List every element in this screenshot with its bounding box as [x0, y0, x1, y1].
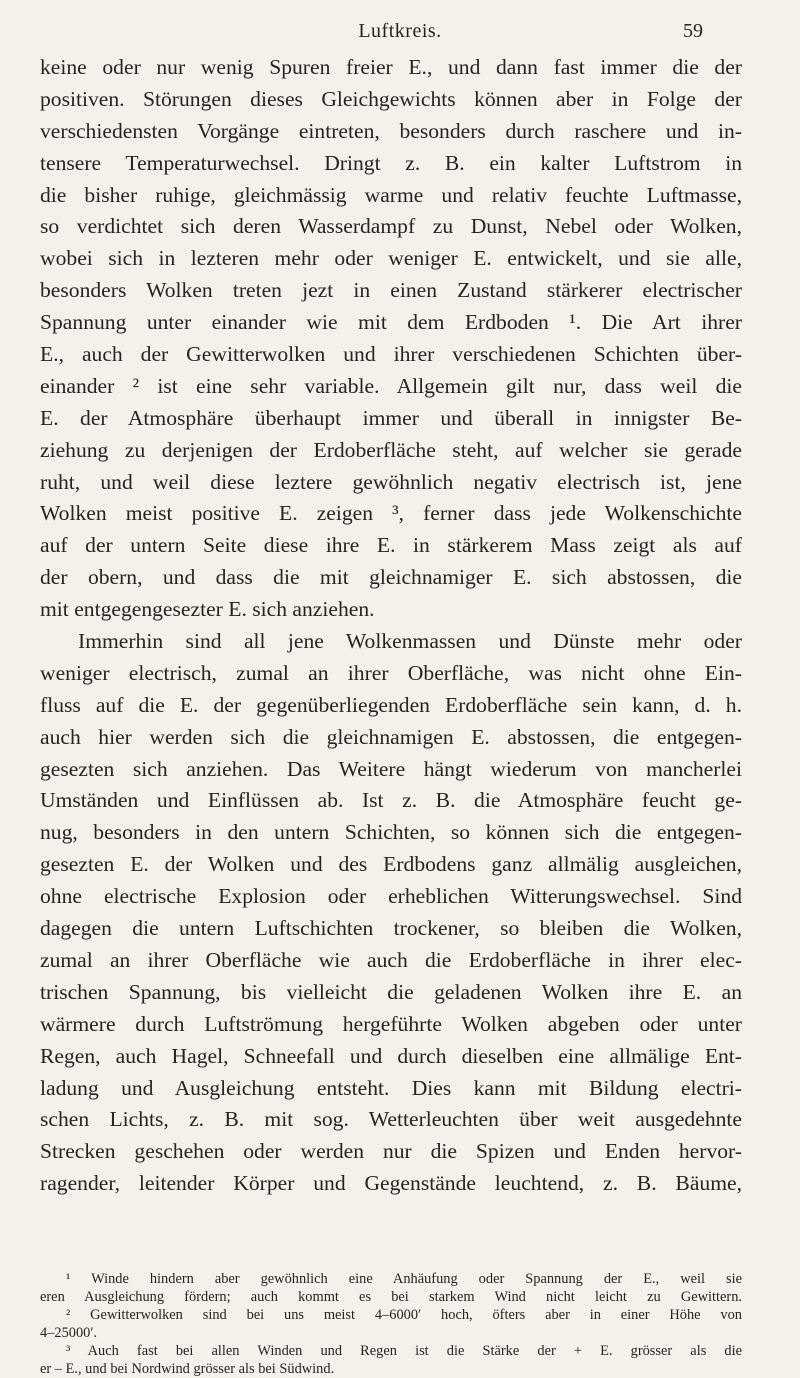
text-line: tensere Temperaturwechsel. Dringt z. B. ein kalter Luftstrom in: [40, 150, 742, 175]
running-title: Luftkreis.: [358, 20, 442, 42]
text-line: ladung und Ausgleichung entsteht. Dies kann mit Bildung electri-: [40, 1075, 742, 1100]
text-line: besonders Wolken treten jezt in einen Zustand stärkerer electrischer: [40, 278, 742, 303]
text-line: auch hier werden sich die gleichnamigen E. abstossen, die entgegen-: [40, 724, 742, 749]
text-line: nug, besonders in den untern Schichten, so können sich die entgegen-: [40, 820, 742, 845]
text-line: Immerhin sind all jene Wolkenmassen und Dünste mehr oder: [78, 629, 742, 654]
text-line: wärmere durch Luftströmung hergeführte Wolken abgeben oder unter: [40, 1011, 742, 1036]
text-line: verschiedensten Vorgänge eintreten, besonders durch raschere und in-: [40, 118, 742, 143]
text-line: dagegen die untern Luftschichten trockener, so bleiben die Wolken,: [40, 916, 742, 941]
page-number: 59: [683, 20, 703, 42]
text-line: Regen, auch Hagel, Schneefall und durch dieselben eine allmälige Ent-: [40, 1043, 742, 1068]
text-line: wobei sich in lezteren mehr oder weniger E. entwickelt, und sie alle,: [40, 246, 742, 271]
footnote-line: ² Gewitterwolken sind bei uns meist 4–6000′ hoch, öfters aber in einer Höhe von: [66, 1307, 742, 1323]
text-line: gesezten E. der Wolken und des Erdbodens ganz allmälig ausgleichen,: [40, 852, 742, 877]
text-line: die bisher ruhige, gleichmässig warme und relativ feuchte Luftmasse,: [40, 182, 742, 207]
footnote-line: 4–25000′.: [40, 1325, 98, 1341]
text-line: so verdichtet sich deren Wasserdampf zu Dunst, Nebel oder Wolken,: [40, 214, 742, 239]
text-line: auf der untern Seite diese ihre E. in stärkerem Mass zeigt als auf: [40, 533, 742, 558]
text-line: trischen Spannung, bis vielleicht die geladenen Wolken ihre E. an: [40, 979, 742, 1004]
footnote-line: eren Ausgleichung fördern; auch kommt es bei starkem Wind nicht leicht zu Gewittern.: [40, 1289, 742, 1305]
text-line: positiven. Störungen dieses Gleichgewichts können aber in Folge der: [40, 86, 742, 111]
footnote-line: ¹ Winde hindern aber gewöhnlich eine Anhäufung oder Spannung der E., weil sie: [66, 1271, 742, 1287]
text-line: ohne electrische Explosion oder erheblichen Witterungswechsel. Sind: [40, 884, 742, 909]
page-header: [0, 18, 800, 48]
text-line: zumal an ihrer Oberfläche wie auch die Erdoberfläche in ihrer elec-: [40, 947, 742, 972]
text-line: mit entgegengesezter E. sich anziehen.: [40, 597, 375, 622]
text-line: weniger electrisch, zumal an ihrer Oberfläche, was nicht ohne Ein-: [40, 660, 742, 685]
text-line: ruht, und weil diese leztere gewöhnlich negativ electrisch ist, jene: [40, 469, 742, 494]
text-line: Spannung unter einander wie mit dem Erdboden ¹. Die Art ihrer: [40, 310, 742, 335]
text-line: E., auch der Gewitterwolken und ihrer verschiedenen Schichten über-: [40, 342, 742, 367]
text-line: ragender, leitender Körper und Gegenstände leuchtend, z. B. Bäume,: [40, 1171, 742, 1196]
text-line: fluss auf die E. der gegenüberliegenden Erdoberfläche sein kann, d. h.: [40, 692, 742, 717]
text-line: keine oder nur wenig Spuren freier E., und dann fast immer die der: [40, 55, 742, 79]
text-line: ziehung zu derjenigen der Erdoberfläche steht, auf welcher sie gerade: [40, 437, 742, 462]
text-line: Umständen und Einflüssen ab. Ist z. B. die Atmosphäre feucht ge-: [40, 788, 742, 813]
text-line: gesezten sich anziehen. Das Weitere hängt wiederum von mancherlei: [40, 756, 742, 781]
footnote-line: ³ Auch fast bei allen Winden und Regen ist die Stärke der + E. grösser als die: [66, 1343, 742, 1359]
footnotes: [40, 1270, 742, 1378]
text-line: schen Lichts, z. B. mit sog. Wetterleuchten über weit ausgedehnte: [40, 1107, 742, 1132]
text-line: einander ² ist eine sehr variable. Allgemein gilt nur, dass weil die: [40, 373, 742, 398]
text-line: E. der Atmosphäre überhaupt immer und überall in innigster Be-: [40, 405, 742, 430]
text-line: Strecken geschehen oder werden nur die Spizen und Enden hervor-: [40, 1139, 742, 1164]
text-line: Wolken meist positive E. zeigen ³, ferner dass jede Wolkenschichte: [40, 501, 742, 526]
footnote-line: er – E., und bei Nordwind grösser als bei Südwind.: [40, 1361, 335, 1377]
text-line: der obern, und dass die mit gleichnamiger E. sich abstossen, die: [40, 565, 742, 590]
body-text: [40, 52, 742, 1200]
